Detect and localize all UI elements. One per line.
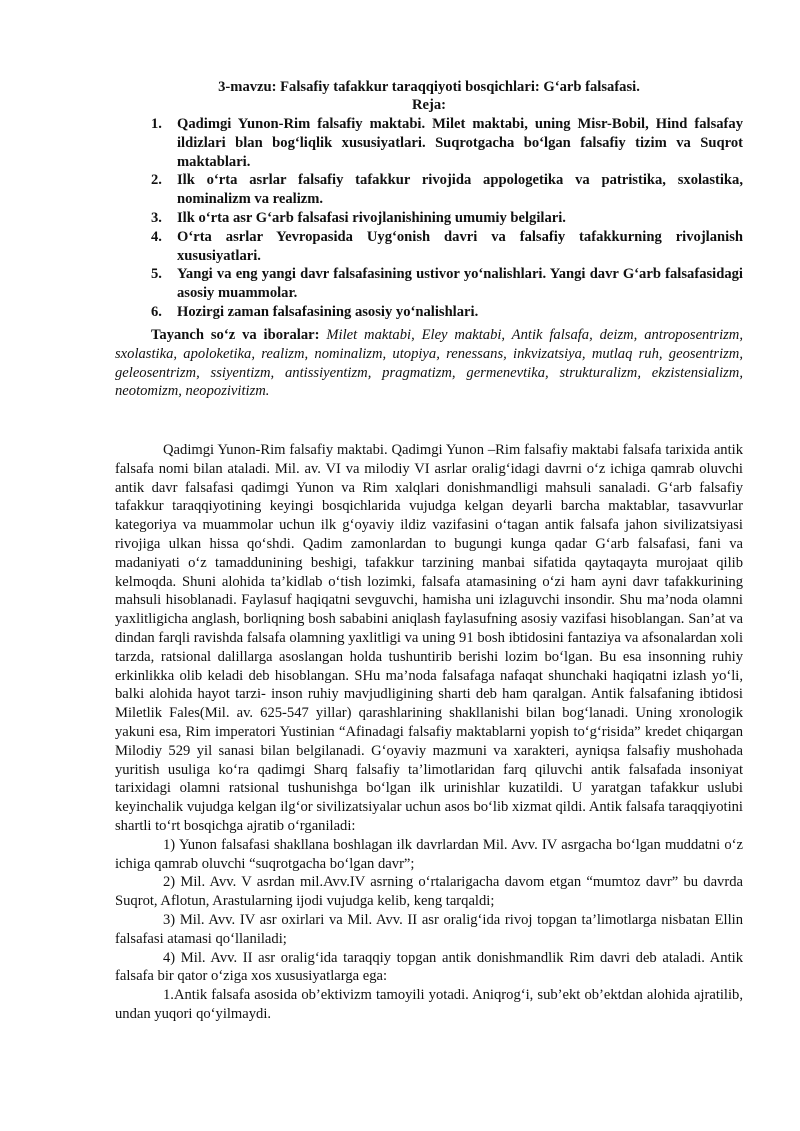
plan-item-number: 3. xyxy=(151,209,162,226)
plan-item xyxy=(115,265,743,303)
plan-item-number: 4. xyxy=(151,228,162,245)
body-paragraph: 1.Antik falsafa asosida ob’ektivizm tamoyili yotadi. Aniqrog‘i, sub’ekt ob’ektdan alohida ajratilib, undan yuqori qo‘yilmaydi. xyxy=(115,987,743,1022)
plan-item xyxy=(115,209,743,228)
body-paragraph: 2) Mil. Avv. V asrdan mil.Avv.IV asrning o‘rtalarigacha davom etgan “mumtoz davr” bu davrda Suqrot, Aflotun, Arastularning ijodi vujudga kelib, keng tarqaldi; xyxy=(115,874,743,910)
keywords-label: Tayanch so‘z va iboralar: xyxy=(151,327,320,343)
plan-item-text: Hozirgi zaman falsafasining asosiy yo‘nalishlari. xyxy=(177,303,479,320)
plan-item-number: 5. xyxy=(151,266,162,283)
plan-list xyxy=(115,115,743,322)
body-paragraph: 4) Mil. Avv. II asr oralig‘ida taraqqiy topgan antik donishmandlik Rim davri deb ataladi. Antik falsafa bir qator o‘ziga xos xususiyatlarga ega: xyxy=(115,949,743,985)
plan-item-text: Qadimgi Yunon-Rim falsafiy maktabi. Milet maktabi, uning Misr-Bobil, Hind falsafay ildizlari blan bog‘liqlik xususiyatlari. Suqrotgacha bo‘lgan falsafiy tizim va Suqrot maktablari. xyxy=(177,116,743,170)
plan-item-text: Ilk o‘rta asr G‘arb falsafasi rivojlanishining umumiy belgilari. xyxy=(177,209,566,226)
body-text xyxy=(115,441,743,1024)
plan-item xyxy=(115,303,743,322)
plan-item xyxy=(115,171,743,209)
document-title: 3-mavzu: Falsafiy tafakkur taraqqiyoti bosqichlari: G‘arb falsafasi. xyxy=(218,79,640,95)
plan-item-number: 2. xyxy=(151,172,162,189)
body-paragraph: Qadimgi Yunon-Rim falsafiy maktabi. Qadimgi Yunon –Rim falsafiy maktabi falsafa tarixida antik falsafa nomi bilan ataladi. Mil. av. VI va milodiy VI asrlar oralig‘idagi davrni o‘z ichiga qamrab oluvchi antik davr falsafasi qadimgi Yunon va Rim xalqlari donishmandligi mahsuli sanaladi. G‘arb falsafiy tafakkur taraqqiyotining keyingi bosqichlarida vujudga kelgan deyarli barcha maktablar, tasavvurlar kategoriya va muammolar uchun ilk g‘oyaviy ildiz vazifasini o‘tagan antik falsafa jahon sivilizatsiyasi rivojiga ulkan hissa qo‘shdi. Qadim zamonlardan to bugungi kunga qadar G‘arb falsafasi, fani va madaniyati o‘z tamaddunining beshigi, tafakkur tarzining manbai sifatida qaytaqayta murojaat qilib kelmoqda. Shuni alohida ta’kidlab o‘tish lozimki, falsafa atamasining o‘zi ham ayni davr tafakkurining mahsuli hisoblanadi. Faylasuf haqiqatni sevguvchi, hamisha uni izlaguvchi insondir. Shu ma’noda olamni yaxlitligicha anglash, borliqning bosh sababini aniqlash faylasufning asosiy vazifasi hisoblangan. San’at va dindan farqli ravishda falsafa olamning yaxlitligi va uning 91 bosh ibtidosini fantaziya va afsonalardan xoli tarzda, ratsional dalillarga asoslangan holda tushuntirib berishi lozim bo‘lgan. Bu esa insonning ruhiy erkinlikka olib keladi deb hisoblangan. SHu ma’noda falsafaga nafaqat shunchaki haqiqatni izlash yo‘li, balki alohida hayot tarzi- inson ruhiy mavjudligining sharti deb ham qaralgan. Antik falsafaning ibtidosi Miletlik Fales(Mil. av. 625-547 yillar) qarashlarining shakllanishi bilan bog‘lanadi. Uning xronologik yakuni esa, Rim imperatori Yustinian “Afinadagi falsafiy maktablarni yopish to‘g‘risida” kredet chiqargan Milodiy 529 yil sanasi bilan belgilanadi. G‘oyaviy mazmuni va xarakteri, ayniqsa falsafiy mushohada yuritish usuliga ko‘ra qadimgi Sharq falsafiy ta’limotlaridan farq qiluvchi antik falsafada insoniyat tarixidagi olamni ratsional tushunishga bo‘lgan ilk urinishlar kuzatildi. U yaratgan tafakkur uslubi keyinchalik vujudga kelgan ilg‘or sivilizatsiyalar uchun asos bo‘lib xizmat qildi. Antik falsafa taraqqiyotini shartli to‘rt bosqichga ajratib o‘rganiladi: xyxy=(115,442,743,834)
plan-item xyxy=(115,228,743,266)
plan-item-number: 1. xyxy=(151,116,162,132)
plan-item-number: 6. xyxy=(151,303,162,320)
plan-item-text: Yangi va eng yangi davr falsafasining ustivor yo‘nalishlari. Yangi davr G‘arb falsafasidagi asosiy muammolar. xyxy=(177,266,743,302)
body-paragraph: 3) Mil. Avv. IV asr oxirlari va Mil. Avv. II asr oralig‘ida rivoj topgan ta’limotlarga nisbatan Ellin falsafasi atamasi qo‘llaniladi; xyxy=(115,911,743,947)
plan-heading: Reja: xyxy=(411,97,447,113)
keywords-text: Milet maktabi, Eley maktabi, Antik falsafa, deizm, antroposentrizm, sxolastika, apoloketika, realizm, nominalizm, utopiya, renessans, inkvizatsiya, mutlaq ruh, geosentrizm, geleosentrizm, ssiyentizm, antissiyentizm, pragmatizm, germenevtika, strukturalizm, ekzistensializm, neotomizm, neopozivitizm. xyxy=(115,327,743,400)
body-paragraph: 1) Yunon falsafasi shakllana boshlagan ilk davrlardan Mil. Avv. IV asrgacha bo‘lgan muddatni o‘z ichiga qamrab oluvchi “suqrotgacha bo‘lgan davr”; xyxy=(115,836,743,872)
keywords-paragraph xyxy=(115,326,743,401)
plan-item xyxy=(115,115,743,171)
plan-item-text: Ilk o‘rta asrlar falsafiy tafakkur rivojida appologetika va patristika, sxolastika, nominalizm va realizm. xyxy=(177,172,743,208)
plan-item-text: O‘rta asrlar Yevropasida Uyg‘onish davri va falsafiy tafakkurning rivojlanish xususiyatlari. xyxy=(177,228,743,264)
